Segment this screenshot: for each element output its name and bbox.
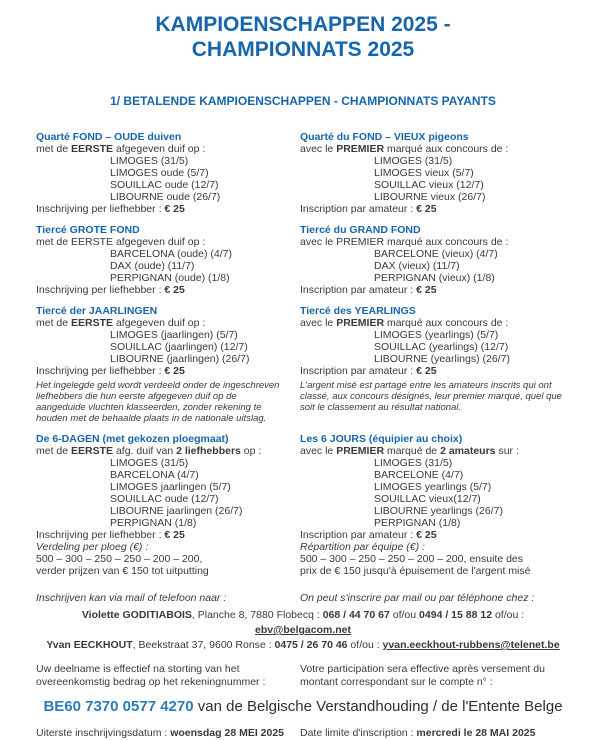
race-item: SOUILLAC vieux(12/7)	[374, 493, 481, 505]
race-item: LIMOGES (31/5)	[110, 155, 189, 167]
race-item: SOUILLAC (yearlings) (12/7)	[374, 341, 509, 353]
race-item: LIBOURNE oude (26/7)	[110, 191, 221, 203]
distribution-line-2: verder prijzen van € 150 tot uitputting	[36, 565, 209, 577]
text-run: Inscription par amateur :	[300, 365, 417, 377]
race-item: PERPIGNAN (oude) (1/8)	[110, 272, 230, 284]
race-list	[36, 329, 288, 365]
block-intro	[300, 317, 572, 329]
race-item: DAX (vieux) (11/7)	[374, 260, 460, 272]
text-run: , Planche 8, 7880 Flobecq :	[191, 609, 323, 621]
text-run: sur :	[495, 445, 519, 457]
text-run: EERSTE	[71, 317, 114, 329]
text-run: of/ou :	[492, 609, 525, 621]
rule-note: L'argent misé est partagé entre les amateurs inscrits qui ont classé, aux concours désignés, leur premier marqué, quel que soit le classement au résultat national.	[300, 380, 562, 413]
race-item: LIMOGES vieux (5/7)	[374, 167, 474, 179]
text-run: BE60 7370 0577 4270	[43, 698, 194, 715]
race-list	[300, 457, 572, 529]
deadline-row	[36, 727, 570, 740]
text-run: avec le	[300, 445, 337, 457]
fee-line	[300, 529, 572, 541]
text-run: 0475 / 26 70 46	[274, 639, 348, 651]
distribution-line-2: prix de € 150 jusqu'à épuisement de l'argent misé	[300, 565, 531, 577]
text-run: EERSTE	[71, 445, 114, 457]
contact-line-goditiabois	[36, 608, 570, 638]
block-tierce-grand-fond	[300, 224, 572, 296]
deadline-nl	[36, 727, 288, 740]
text-run: € 25	[164, 529, 185, 541]
contact-intro-fr: On peut s'inscrire par mail ou par téléphone chez :	[300, 592, 535, 604]
contact-intro-row	[36, 592, 570, 605]
text-run: Yvan EECKHOUT	[46, 639, 133, 651]
distribution-label: Verdeling per ploeg (€) :	[36, 541, 149, 553]
fee-line	[300, 203, 572, 215]
document-title	[36, 12, 570, 62]
text-run: Date limite d'inscription :	[300, 727, 417, 739]
text-run: Inschrijving per liefhebber :	[36, 365, 165, 377]
text-run: Inscription par amateur :	[300, 203, 417, 215]
payment-note-nl: Uw deelname is effectief na storting van het overeenkomstig bedrag op het rekeningnummer :	[36, 663, 266, 688]
payment-note-row	[36, 663, 570, 689]
text-run: of/ou :	[347, 639, 383, 651]
race-item: BARCELONA (oude) (4/7)	[110, 248, 232, 260]
race-item: LIBOURNE vieux (26/7)	[374, 191, 486, 203]
fee-line	[36, 284, 288, 296]
fee-line	[36, 529, 288, 541]
text-run: PREMIER	[336, 317, 385, 329]
distribution-line-1: 500 – 300 – 250 – 250 – 200 – 200,	[36, 553, 203, 565]
text-run: € 25	[164, 365, 185, 377]
block-intro	[300, 143, 572, 155]
race-item: LIMOGES (31/5)	[374, 155, 453, 167]
rule-note: Het ingelegde geld wordt verdeeld onder de ingeschreven liefhebbers die hun eerste afgegeven duif op de aangeduide vluchten klasseerden, zonder rekening te houden met de behaalde plaats in de nationale uitslag.	[36, 380, 280, 424]
email-link[interactable]: ebv@belgacom.net	[254, 624, 351, 636]
race-item: BARCELONA (4/7)	[110, 469, 199, 481]
race-item: PERPIGNAN (vieux) (1/8)	[374, 272, 495, 284]
text-run: € 25	[416, 203, 437, 215]
distribution-line-1: 500 – 300 – 250 – 250 – 200 – 200, ensuite des	[300, 553, 524, 565]
text-run: Uiterste inschrijvingsdatum :	[36, 727, 171, 739]
race-item: LIBOURNE (yearlings) (26/7)	[374, 353, 510, 365]
fee-line	[36, 365, 288, 377]
text-run: avec le	[300, 317, 337, 329]
race-item: SOUILLAC vieux (12/7)	[374, 179, 484, 191]
text-run: € 25	[416, 529, 437, 541]
section-heading-paying-championships: 1/ BETALENDE KAMPIOENSCHAPPEN - CHAMPIONNATS PAYANTS	[110, 94, 496, 108]
race-item: LIBOURNE yearlings (26/7)	[374, 505, 503, 517]
block-tierce-grote-fond	[36, 224, 288, 296]
race-item: PERPIGNAN (1/8)	[110, 517, 197, 529]
race-list	[36, 155, 288, 203]
text-run: € 25	[416, 284, 437, 296]
block-heading: De 6-DAGEN (met gekozen ploegmaat)	[36, 433, 229, 445]
contact-intro-nl: Inschrijven kan via mail of telefoon naar :	[36, 592, 227, 604]
deadline-fr	[300, 727, 572, 740]
block-heading: Les 6 JOURS (équipier au choix)	[300, 433, 463, 445]
fee-line	[300, 365, 572, 377]
race-item: LIMOGES yearlings (5/7)	[374, 481, 492, 493]
fee-line	[36, 203, 288, 215]
block-heading: Quarté FOND – OUDE duiven	[36, 131, 182, 143]
text-run: Violette GODITIABOIS	[81, 609, 192, 621]
race-list	[36, 248, 288, 284]
block-tierce-yearlings	[300, 305, 572, 424]
race-item: LIBOURNE (jaarlingen) (26/7)	[110, 353, 250, 365]
block-intro	[36, 317, 288, 329]
text-run: Inscription par amateur :	[300, 284, 417, 296]
text-run: marqué aux concours de :	[384, 317, 509, 329]
contact-line-eeckhout	[36, 638, 570, 653]
race-item: SOUILLAC oude (12/7)	[110, 493, 219, 505]
block-intro	[36, 445, 288, 457]
race-list	[36, 457, 288, 529]
text-run: woensdag 28 MEI 2025	[170, 727, 285, 739]
text-run: 2 amateurs	[440, 445, 496, 457]
block-intro	[300, 445, 572, 457]
text-run: 0494 / 15 88 12	[419, 609, 493, 621]
text-run: of/ou	[389, 609, 420, 621]
text-run: Inschrijving per liefhebber :	[36, 529, 165, 541]
block-quarte-fond-oude	[36, 131, 288, 215]
race-item: LIMOGES (31/5)	[110, 457, 189, 469]
text-run: Inschrijving per liefhebber :	[36, 284, 165, 296]
email-link[interactable]: yvan.eeckhout-rubbens@telenet.be	[382, 639, 560, 651]
fee-line	[300, 284, 572, 296]
text-run: 2 liefhebbers	[176, 445, 241, 457]
text-run: € 25	[164, 284, 185, 296]
text-run: met de EERSTE afgegeven duif op :	[36, 236, 206, 248]
race-item: LIMOGES jaarlingen (5/7)	[110, 481, 231, 493]
text-run: met de	[36, 317, 72, 329]
text-run: avec le	[300, 143, 337, 155]
race-item: SOUILLAC oude (12/7)	[110, 179, 219, 191]
text-run: avec le PREMIER marqué aux concours de :	[300, 236, 509, 248]
block-heading: Tiercé du GRAND FOND	[300, 224, 421, 236]
championships-grid	[36, 131, 570, 586]
race-item: LIMOGES (jaarlingen) (5/7)	[110, 329, 238, 341]
block-tierce-jaarlingen	[36, 305, 288, 424]
payment-note-fr: Votre participation sera effective après versement du montant correspondant sur le compte n° :	[300, 663, 545, 688]
race-item: BARCELONE (vieux) (4/7)	[374, 248, 498, 260]
race-item: DAX (oude) (11/7)	[110, 260, 195, 272]
race-item: LIMOGES (yearlings) (5/7)	[374, 329, 499, 341]
text-run: marqué de	[384, 445, 441, 457]
block-heading: Tiercé des YEARLINGS	[300, 305, 416, 317]
text-run: € 25	[164, 203, 185, 215]
text-run: afgegeven duif op :	[113, 143, 206, 155]
text-run: mercredi le 28 MAI 2025	[416, 727, 536, 739]
block-zes-dagen	[36, 433, 288, 577]
title-line-2: CHAMPIONNATS 2025	[191, 38, 415, 61]
race-list	[300, 329, 572, 365]
text-run: , Beekstraat 37, 9600 Ronse :	[132, 639, 275, 651]
race-list	[300, 155, 572, 203]
contact-lines	[36, 608, 570, 653]
text-run: met de	[36, 445, 72, 457]
block-intro	[36, 236, 288, 248]
bank-account-line	[36, 698, 570, 716]
text-run: afgegeven duif op :	[113, 317, 206, 329]
race-list	[300, 248, 572, 284]
text-run: Inschrijving per liefhebber :	[36, 203, 165, 215]
block-six-jours	[300, 433, 572, 577]
text-run: afg. duif van	[113, 445, 177, 457]
text-run: marqué aux concours de :	[384, 143, 509, 155]
block-heading: Tiercé der JAARLINGEN	[36, 305, 158, 317]
text-run: € 25	[416, 365, 437, 377]
text-run: PREMIER	[336, 143, 385, 155]
block-heading: Quarté du FOND – VIEUX pigeons	[300, 131, 469, 143]
text-run: van de Belgische Verstandhouding / de l'Entente Belge	[193, 698, 563, 715]
text-run: Inscription par amateur :	[300, 529, 417, 541]
text-run: EERSTE	[71, 143, 114, 155]
block-quarte-fond-vieux	[300, 131, 572, 215]
text-run: op :	[240, 445, 262, 457]
text-run: PREMIER	[336, 445, 385, 457]
race-item: LIBOURNE jaarlingen (26/7)	[110, 505, 243, 517]
block-intro	[300, 236, 572, 248]
race-item: PERPIGNAN (1/8)	[374, 517, 461, 529]
race-item: SOUILLAC (jaarlingen) (12/7)	[110, 341, 248, 353]
text-run: 068 / 44 70 67	[322, 609, 390, 621]
distribution-label: Répartition par équipe (€) :	[300, 541, 425, 553]
text-run: met de	[36, 143, 72, 155]
race-item: BARCELONE (4/7)	[374, 469, 464, 481]
race-item: LIMOGES (31/5)	[374, 457, 453, 469]
block-heading: Tiercé GROTE FOND	[36, 224, 140, 236]
race-item: LIMOGES oude (5/7)	[110, 167, 209, 179]
title-line-1: KAMPIOENSCHAPPEN 2025 -	[155, 13, 451, 36]
block-intro	[36, 143, 288, 155]
